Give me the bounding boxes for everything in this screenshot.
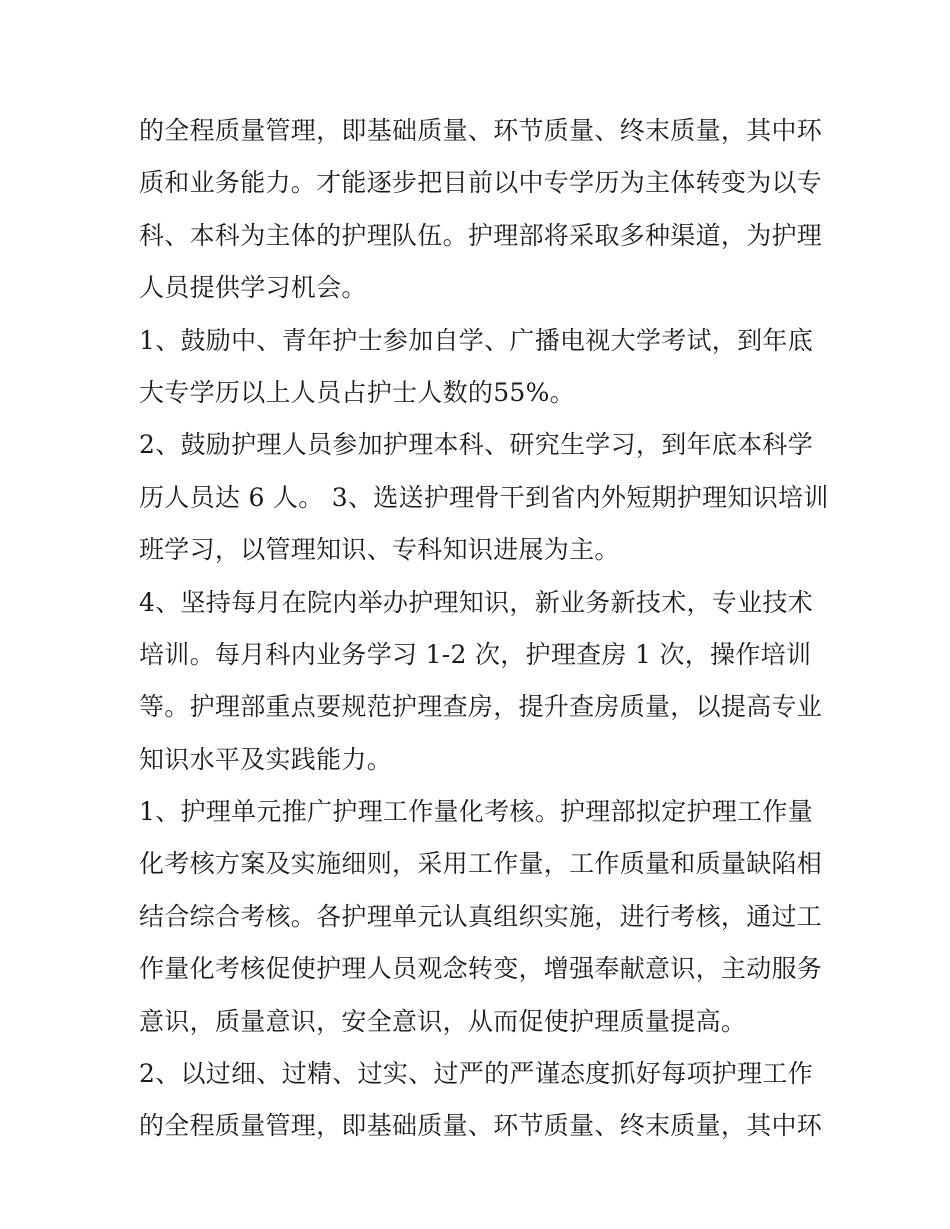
text-line: 作量化考核促使护理人员观念转变，增强奉献意识，主动服务 [139,954,823,984]
text-line: 班学习，以管理知识、专科知识进展为主。 [139,535,620,565]
text-line: 意识，质量意识，安全意识，从而促使护理质量提高。 [139,1006,747,1036]
text-line: 结合综合考核。各护理单元认真组织实施，进行考核，通过工 [139,901,823,931]
text-line: 的全程质量管理，即基础质量、环节质量、终末质量，其中环 [139,1111,823,1141]
text-line: 2、鼓励护理人员参加护理本科、研究生学习，到年底本科学 [139,430,814,460]
text-line: 培训。每月科内业务学习 1-2 次，护理查房 1 次，操作培训 [139,639,812,669]
text-line: 等。护理部重点要规范护理查房，提升查房质量，以提高专业 [139,692,823,722]
text-line: 人员提供学习机会。 [139,273,367,303]
text-line: 1、护理单元推广护理工作量化考核。护理部拟定护理工作量 [139,797,814,827]
text-line: 知识水平及实践能力。 [139,744,393,774]
text-line: 1、鼓励中、青年护士参加自学、广播电视大学考试，到年底 [139,325,814,355]
text-line: 大专学历以上人员占护士人数的55%。 [139,377,575,407]
text-line: 2、以过细、过精、过实、过严的严谨态度抓好每项护理工作 [139,1059,814,1089]
text-line: 4、坚持每月在院内举办护理知识，新业务新技术，专业技术 [139,587,814,617]
text-line: 化考核方案及实施细则，采用工作量，工作质量和质量缺陷相 [139,849,823,879]
document-body [139,105,829,1153]
text-line: 质和业务能力。才能逐步把目前以中专学历为主体转变为以专 [139,168,823,198]
text-line: 科、本科为主体的护理队伍。护理部将采取多种渠道，为护理 [139,220,823,250]
text-line: 历人员达 6 人。 3、选送护理骨干到省内外短期护理知识培训 [139,482,829,512]
text-line: 的全程质量管理，即基础质量、环节质量、终末质量，其中环 [139,116,823,145]
